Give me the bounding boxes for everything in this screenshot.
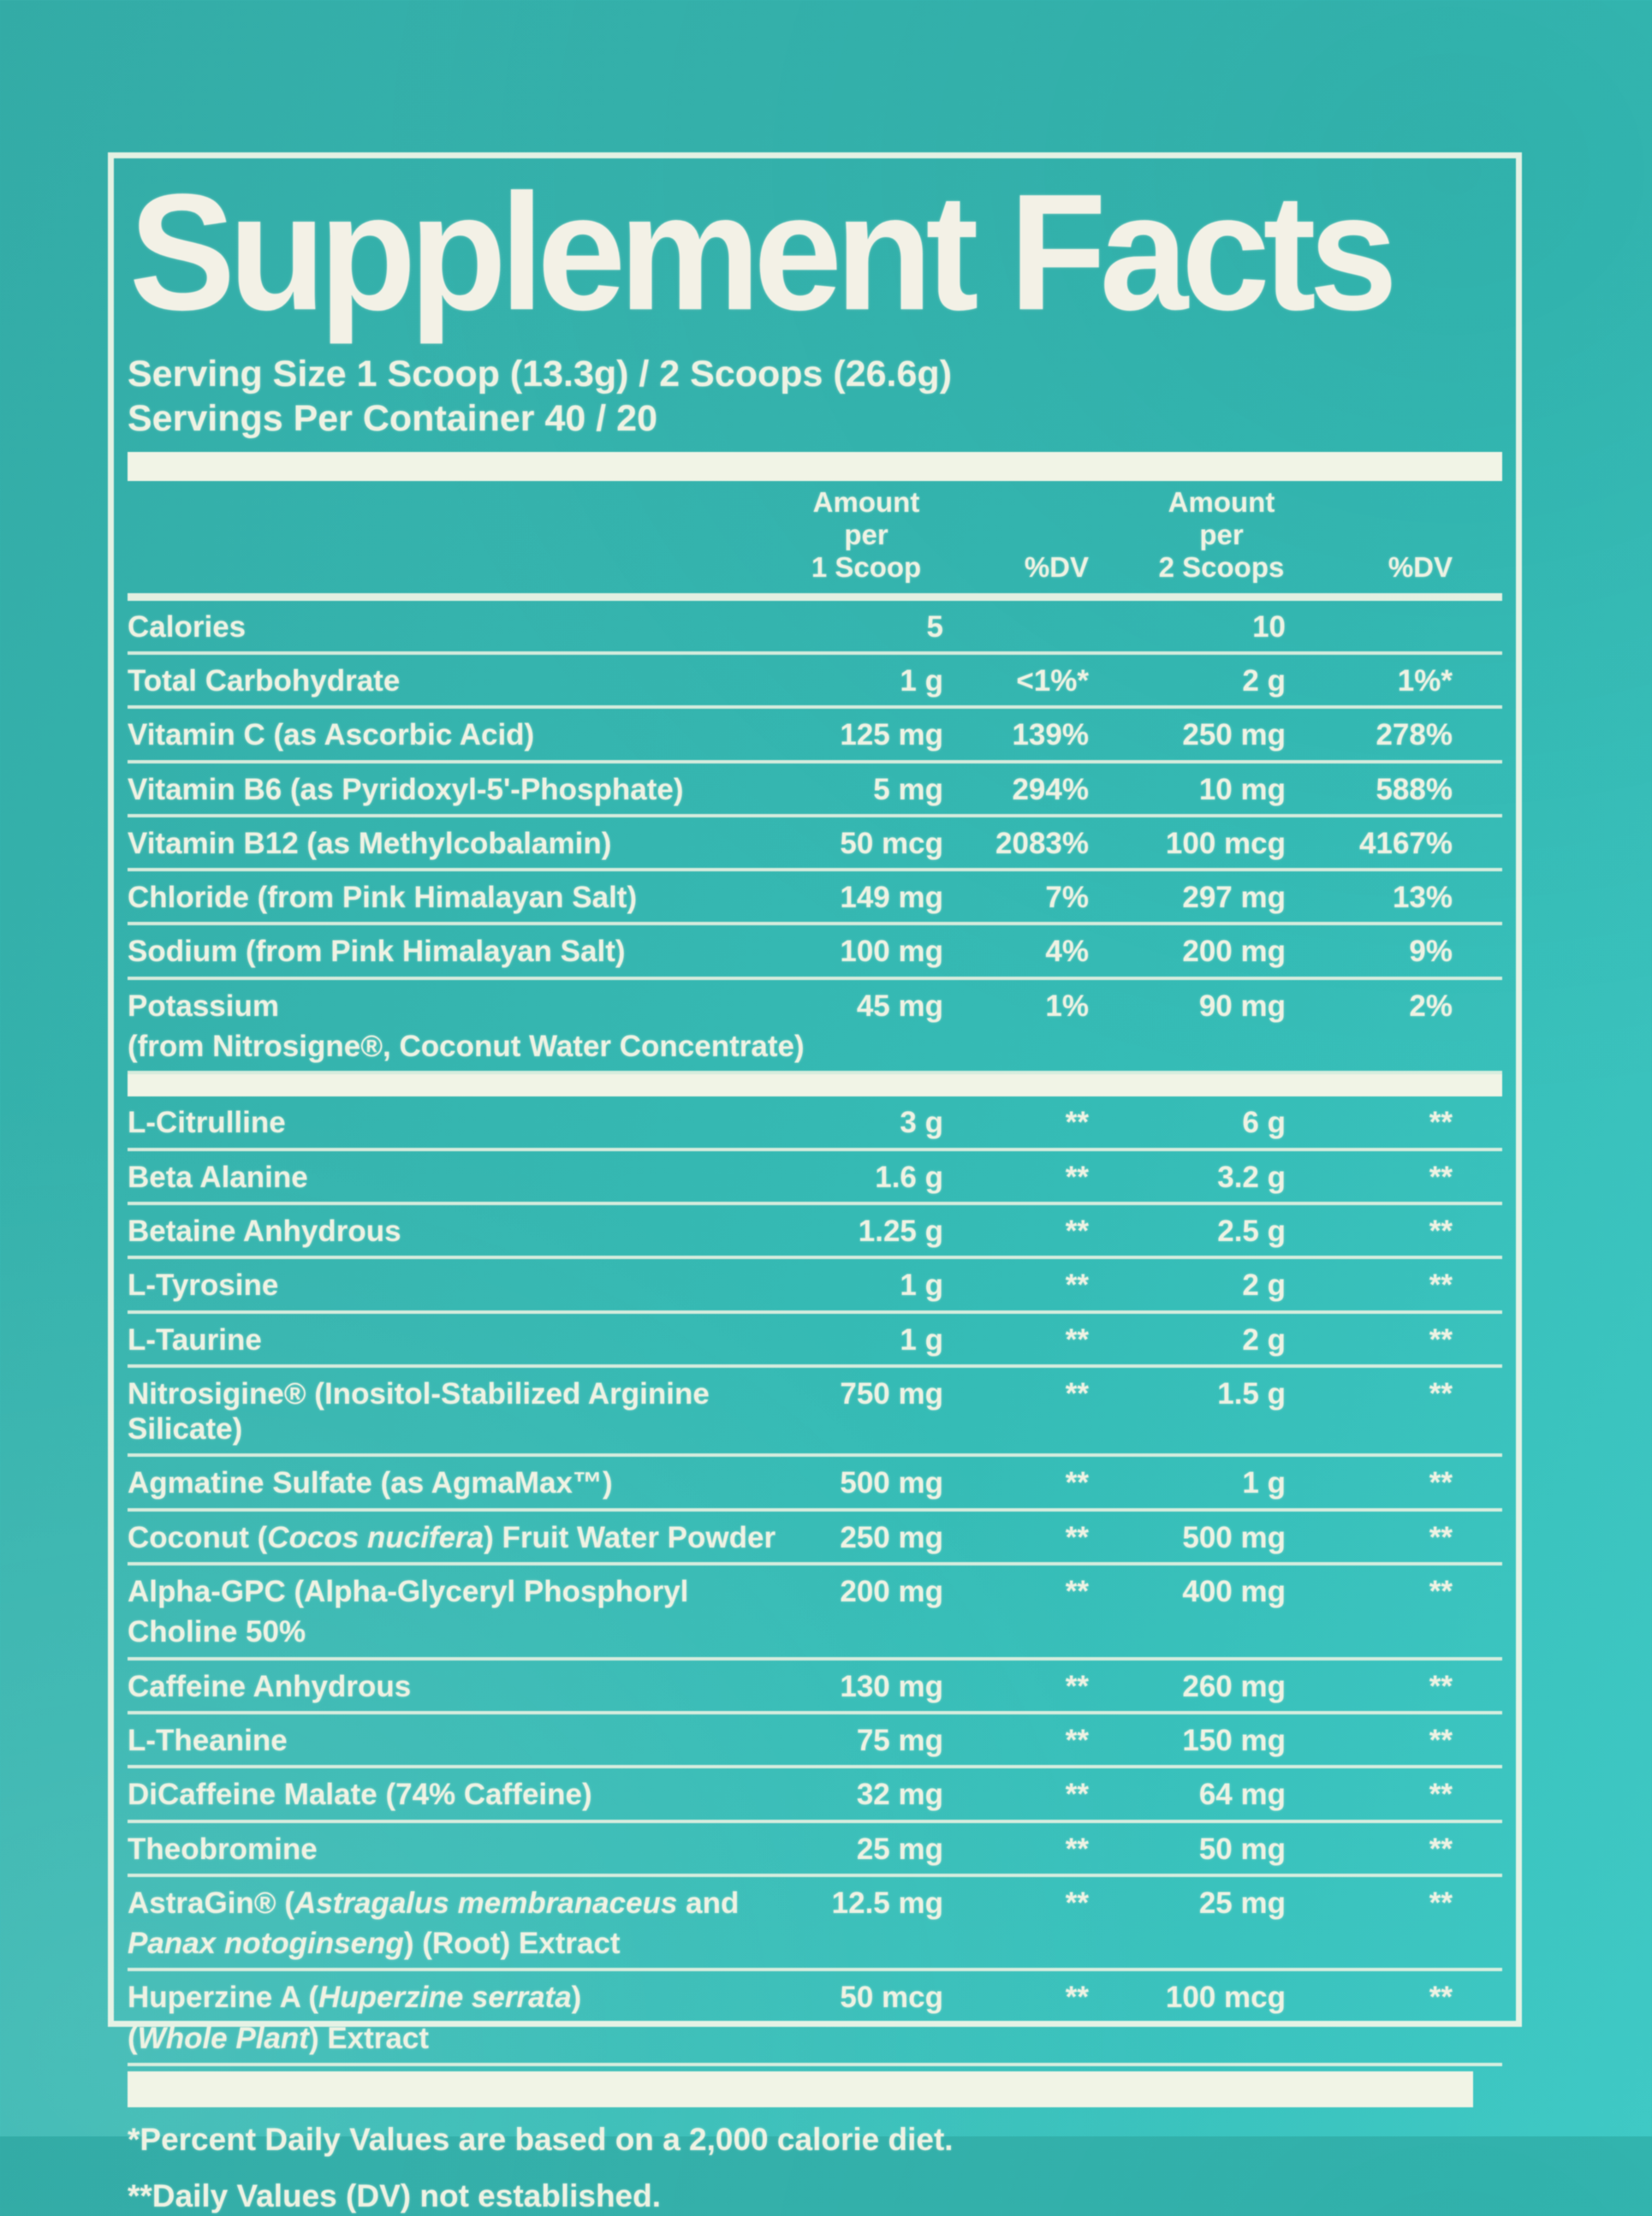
table-row bbox=[128, 1714, 1502, 1768]
dv-2-scoops: ** bbox=[1429, 1832, 1453, 1866]
text-segment: Potassium bbox=[128, 989, 279, 1023]
amount-per-2-scoops: 250 mg bbox=[1182, 718, 1286, 752]
supplement-facts-panel bbox=[108, 152, 1522, 2214]
dv-2-scoops: 4167% bbox=[1359, 826, 1453, 860]
dv-1-scoop: 1% bbox=[1045, 989, 1089, 1023]
dv-2-scoops: 13% bbox=[1392, 881, 1453, 915]
text-segment: Betaine Anhydrous bbox=[128, 1214, 401, 1248]
ingredient-name bbox=[128, 717, 789, 752]
amount-per-2-scoops: 2.5 g bbox=[1217, 1214, 1286, 1248]
amount-per-2-scoops: 3.2 g bbox=[1217, 1160, 1286, 1194]
column-header-dv-2-scoops: %DV bbox=[1388, 551, 1453, 584]
dv-2-scoops: ** bbox=[1429, 1778, 1453, 1812]
dv-2-scoops: ** bbox=[1429, 1214, 1453, 1248]
amount-per-2-scoops: 10 bbox=[1252, 609, 1286, 644]
dv-1-scoop: ** bbox=[1065, 1466, 1089, 1500]
botanical-name: Whole Plant bbox=[137, 2021, 309, 2055]
amount-per-1-scoop: 1 g bbox=[900, 664, 943, 698]
dv-2-scoops: ** bbox=[1429, 1268, 1453, 1303]
ingredient-name bbox=[128, 772, 789, 807]
amount-per-2-scoops: 1.5 g bbox=[1217, 1376, 1286, 1411]
dv-2-scoops: ** bbox=[1429, 1160, 1453, 1194]
one-scoop-text: 1 Scoop bbox=[811, 551, 922, 584]
text-segment: Huperzine A ( bbox=[128, 1981, 318, 2015]
dv-1-scoop: 7% bbox=[1045, 881, 1089, 915]
table-row bbox=[128, 655, 1502, 709]
footnotes bbox=[128, 2121, 1502, 2216]
text-segment: Coconut ( bbox=[128, 1520, 268, 1554]
amount-per-1-scoop: 50 mcg bbox=[840, 1981, 943, 2015]
dv-2-scoops: ** bbox=[1429, 1723, 1453, 1757]
table-row bbox=[128, 1314, 1502, 1368]
amount-per-1-scoop: 130 mg bbox=[840, 1669, 943, 1703]
amount-per-2-scoops: 500 mg bbox=[1182, 1520, 1286, 1554]
dv-1-scoop: 294% bbox=[1012, 772, 1089, 806]
ingredient-name bbox=[128, 1322, 789, 1358]
amount-per-2-scoops: 297 mg bbox=[1182, 881, 1286, 915]
dv-1-scoop: ** bbox=[1065, 1214, 1089, 1248]
dv-1-scoop: <1%* bbox=[1016, 664, 1089, 698]
table-row bbox=[128, 1768, 1502, 1822]
section-divider-bar bbox=[128, 1074, 1502, 1096]
amount-per-2-scoops: 6 g bbox=[1242, 1106, 1286, 1140]
ingredient-name bbox=[128, 1723, 789, 1758]
dv-2-scoops: ** bbox=[1429, 1376, 1453, 1411]
amount-per-1-scoop: 500 mg bbox=[840, 1466, 943, 1500]
ingredient-name bbox=[128, 1105, 789, 1140]
amount-per-1-scoop: 125 mg bbox=[840, 718, 943, 752]
dv-2-scoops: ** bbox=[1429, 1322, 1453, 1357]
amount-per-1-scoop: 1 g bbox=[900, 1268, 943, 1303]
amount-per-1-scoop: 75 mg bbox=[856, 1723, 943, 1757]
botanical-name: Huperzine serrata bbox=[318, 1981, 572, 2015]
table-row bbox=[128, 1259, 1502, 1313]
two-scoops-text: 2 Scoops bbox=[1158, 551, 1285, 584]
amount-per-1-scoop: 149 mg bbox=[840, 881, 943, 915]
amount-per-2-scoops: 200 mg bbox=[1182, 935, 1286, 969]
column-header-dv-1-scoop: %DV bbox=[1024, 551, 1089, 584]
amount-per-1-scoop: 45 mg bbox=[856, 989, 943, 1023]
column-header-amount-2-scoops bbox=[1089, 486, 1286, 585]
ingredient-name bbox=[128, 1160, 789, 1195]
dv-2-scoops: ** bbox=[1429, 1669, 1453, 1703]
dv-1-scoop: ** bbox=[1065, 1575, 1089, 1609]
dv-1-scoop: ** bbox=[1065, 1886, 1089, 1920]
table-row bbox=[128, 1877, 1502, 1972]
ingredient-name bbox=[128, 1669, 789, 1704]
text-segment: Nitrosigine® (Inositol-Stabilized Arginine Silicate) bbox=[128, 1376, 710, 1447]
amount-per-1-scoop: 25 mg bbox=[856, 1832, 943, 1866]
ingredient-name bbox=[128, 934, 789, 969]
ingredient-name bbox=[128, 1268, 789, 1303]
dv-1-scoop: ** bbox=[1065, 1160, 1089, 1194]
ingredient-name-line2 bbox=[128, 1921, 1453, 1961]
text-segment: ) (Root) Extract bbox=[403, 1927, 621, 1961]
amount-per-2-scoops: 2 g bbox=[1242, 1322, 1286, 1357]
dv-2-scoops: ** bbox=[1429, 1466, 1453, 1500]
text-segment: ) Extract bbox=[308, 2021, 429, 2055]
amount-per-2-scoops: 100 mcg bbox=[1165, 1981, 1286, 2015]
dv-1-scoop: ** bbox=[1065, 1376, 1089, 1411]
amount-per-1-scoop: 1 g bbox=[900, 1322, 943, 1357]
amount-per-2-scoops: 2 g bbox=[1242, 1268, 1286, 1303]
text-segment: L-Theanine bbox=[128, 1723, 288, 1757]
text-segment: Total Carbohydrate bbox=[128, 664, 401, 698]
dv-1-scoop: ** bbox=[1065, 1268, 1089, 1303]
amount-per-1-scoop: 50 mcg bbox=[840, 826, 943, 860]
table-row bbox=[128, 1565, 1502, 1661]
dv-1-scoop: ** bbox=[1065, 1669, 1089, 1703]
text-segment: and bbox=[677, 1886, 740, 1920]
dv-1-scoop: ** bbox=[1065, 1832, 1089, 1866]
ingredient-name bbox=[128, 1980, 789, 2015]
amount-per-text: Amount per bbox=[812, 485, 920, 551]
ingredient-name bbox=[128, 1376, 789, 1447]
ingredient-name bbox=[128, 880, 789, 915]
dv-2-scoops: ** bbox=[1429, 1106, 1453, 1140]
text-segment: Alpha-GPC (Alpha-Glyceryl Phosphoryl bbox=[128, 1575, 689, 1609]
ingredient-name-line2 bbox=[128, 2016, 1453, 2056]
header-divider-bar bbox=[128, 452, 1502, 481]
ingredient-name bbox=[128, 1465, 789, 1500]
amount-per-2-scoops: 100 mcg bbox=[1165, 826, 1286, 860]
servings-per-container: Servings Per Container 40 / 20 bbox=[128, 398, 657, 440]
table-row bbox=[128, 1971, 1502, 2066]
amount-per-1-scoop: 750 mg bbox=[840, 1376, 943, 1411]
amount-per-1-scoop: 5 mg bbox=[873, 772, 943, 806]
dv-2-scoops: ** bbox=[1429, 1886, 1453, 1920]
ingredient-name bbox=[128, 1574, 789, 1609]
footnote-dv-not-established: **Daily Values (DV) not established. bbox=[128, 2178, 662, 2214]
text-segment: L-Tyrosine bbox=[128, 1268, 279, 1303]
footnote-divider-bar bbox=[128, 2071, 1473, 2107]
dv-2-scoops: ** bbox=[1429, 1520, 1453, 1554]
amount-per-2-scoops: 25 mg bbox=[1198, 1886, 1286, 1920]
text-segment: Vitamin B12 (as Methylcobalamin) bbox=[128, 826, 612, 860]
dv-1-scoop: ** bbox=[1065, 1106, 1089, 1140]
dv-2-scoops: 588% bbox=[1376, 772, 1453, 806]
table-row bbox=[128, 1151, 1502, 1205]
amount-per-1-scoop: 100 mg bbox=[840, 935, 943, 969]
text-segment: Agmatine Sulfate (as AgmaMax™) bbox=[128, 1466, 613, 1500]
dv-1-scoop: 139% bbox=[1012, 718, 1089, 752]
ingredient-name-line2 bbox=[128, 1024, 1453, 1064]
dv-2-scoops: ** bbox=[1429, 1981, 1453, 2015]
dv-1-scoop: ** bbox=[1065, 1778, 1089, 1812]
table-row bbox=[128, 1512, 1502, 1565]
amount-per-2-scoops: 2 g bbox=[1242, 664, 1286, 698]
amount-per-1-scoop: 3 g bbox=[900, 1106, 943, 1140]
table-row bbox=[128, 1205, 1502, 1259]
column-header-amount-1-scoop bbox=[789, 486, 943, 585]
dv-1-scoop: 2083% bbox=[995, 826, 1089, 860]
table-row bbox=[128, 763, 1502, 817]
amount-per-1-scoop: 32 mg bbox=[856, 1778, 943, 1812]
amount-per-2-scoops: 1 g bbox=[1242, 1466, 1286, 1500]
text-segment: Calories bbox=[128, 609, 247, 644]
ingredient-name-line2 bbox=[128, 1609, 1453, 1649]
ingredient-name bbox=[128, 826, 789, 861]
amount-per-2-scoops: 90 mg bbox=[1198, 989, 1286, 1023]
table-row bbox=[128, 817, 1502, 871]
ingredient-name bbox=[128, 609, 789, 645]
serving-info bbox=[128, 352, 1502, 442]
label-title: Supplement Facts bbox=[129, 160, 1391, 345]
text-segment: Chloride (from Pink Himalayan Salt) bbox=[128, 881, 638, 915]
table-row bbox=[128, 925, 1502, 979]
amount-per-1-scoop: 250 mg bbox=[840, 1520, 943, 1554]
amount-per-1-scoop: 200 mg bbox=[840, 1575, 943, 1609]
text-segment: Vitamin B6 (as Pyridoxyl-5'-Phosphate) bbox=[128, 772, 684, 806]
dv-1-scoop: ** bbox=[1065, 1723, 1089, 1757]
amount-per-1-scoop: 1.25 g bbox=[858, 1214, 943, 1248]
text-segment: (from Nitrosigne®, Coconut Water Concentrate) bbox=[128, 1030, 805, 1064]
dv-2-scoops: 9% bbox=[1409, 935, 1453, 969]
ingredient-name bbox=[128, 1520, 789, 1555]
table-row bbox=[128, 709, 1502, 763]
text-segment: L-Taurine bbox=[128, 1322, 262, 1357]
table-row bbox=[128, 1661, 1502, 1714]
table-row bbox=[128, 1457, 1502, 1511]
text-segment: ) Fruit Water Powder bbox=[484, 1520, 776, 1554]
dv-2-scoops: 1%* bbox=[1397, 664, 1453, 698]
amount-per-1-scoop: 5 bbox=[926, 609, 943, 644]
facts-table-body bbox=[128, 601, 1502, 2066]
text-segment: Sodium (from Pink Himalayan Salt) bbox=[128, 935, 626, 969]
ingredient-name bbox=[128, 663, 789, 698]
text-segment: AstraGin® ( bbox=[128, 1886, 294, 1920]
botanical-name: Cocos nucifera bbox=[267, 1520, 484, 1554]
text-segment: Theobromine bbox=[128, 1832, 318, 1866]
amount-per-2-scoops: 50 mg bbox=[1198, 1832, 1286, 1866]
amount-per-1-scoop: 12.5 mg bbox=[831, 1886, 943, 1920]
amount-per-2-scoops: 400 mg bbox=[1182, 1575, 1286, 1609]
dv-1-scoop: ** bbox=[1065, 1322, 1089, 1357]
table-row bbox=[128, 1823, 1502, 1877]
text-segment: DiCaffeine Malate (74% Caffeine) bbox=[128, 1778, 592, 1812]
table-row bbox=[128, 601, 1502, 655]
dv-2-scoops: 2% bbox=[1409, 989, 1453, 1023]
serving-size: Serving Size 1 Scoop (13.3g) / 2 Scoops (26.6g) bbox=[128, 353, 953, 395]
ingredient-name bbox=[128, 1832, 789, 1867]
ingredient-name bbox=[128, 989, 789, 1024]
text-segment: Caffeine Anhydrous bbox=[128, 1669, 412, 1703]
table-row bbox=[128, 980, 1502, 1075]
dv-1-scoop: ** bbox=[1065, 1520, 1089, 1554]
table-row bbox=[128, 1096, 1502, 1150]
botanical-name: Astragalus membranaceus bbox=[294, 1886, 678, 1920]
amount-per-2-scoops: 260 mg bbox=[1182, 1669, 1286, 1703]
text-segment: L-Citrulline bbox=[128, 1106, 286, 1140]
dv-1-scoop: ** bbox=[1065, 1981, 1089, 2015]
text-segment: Choline 50% bbox=[128, 1615, 306, 1649]
text-segment: ( bbox=[128, 2021, 138, 2055]
ingredient-name bbox=[128, 1777, 789, 1812]
ingredient-name bbox=[128, 1214, 789, 1249]
ingredient-name bbox=[128, 1886, 789, 1921]
amount-per-text: Amount per bbox=[1168, 485, 1275, 551]
amount-per-2-scoops: 150 mg bbox=[1182, 1723, 1286, 1757]
botanical-name: Panax notoginseng bbox=[128, 1927, 404, 1961]
text-segment: Vitamin C (as Ascorbic Acid) bbox=[128, 718, 535, 752]
dv-2-scoops: 278% bbox=[1376, 718, 1453, 752]
amount-per-2-scoops: 64 mg bbox=[1198, 1778, 1286, 1812]
dv-2-scoops: ** bbox=[1429, 1575, 1453, 1609]
footnote-percent-dv: *Percent Daily Values are based on a 2,000 calorie diet. bbox=[128, 2122, 954, 2158]
table-row bbox=[128, 1368, 1502, 1458]
amount-per-1-scoop: 1.6 g bbox=[875, 1160, 943, 1194]
text-segment: Beta Alanine bbox=[128, 1160, 308, 1194]
dv-1-scoop: 4% bbox=[1045, 935, 1089, 969]
table-row bbox=[128, 871, 1502, 925]
facts-table-header bbox=[128, 481, 1502, 601]
amount-per-2-scoops: 10 mg bbox=[1198, 772, 1286, 806]
text-segment: ) bbox=[571, 1981, 582, 2015]
